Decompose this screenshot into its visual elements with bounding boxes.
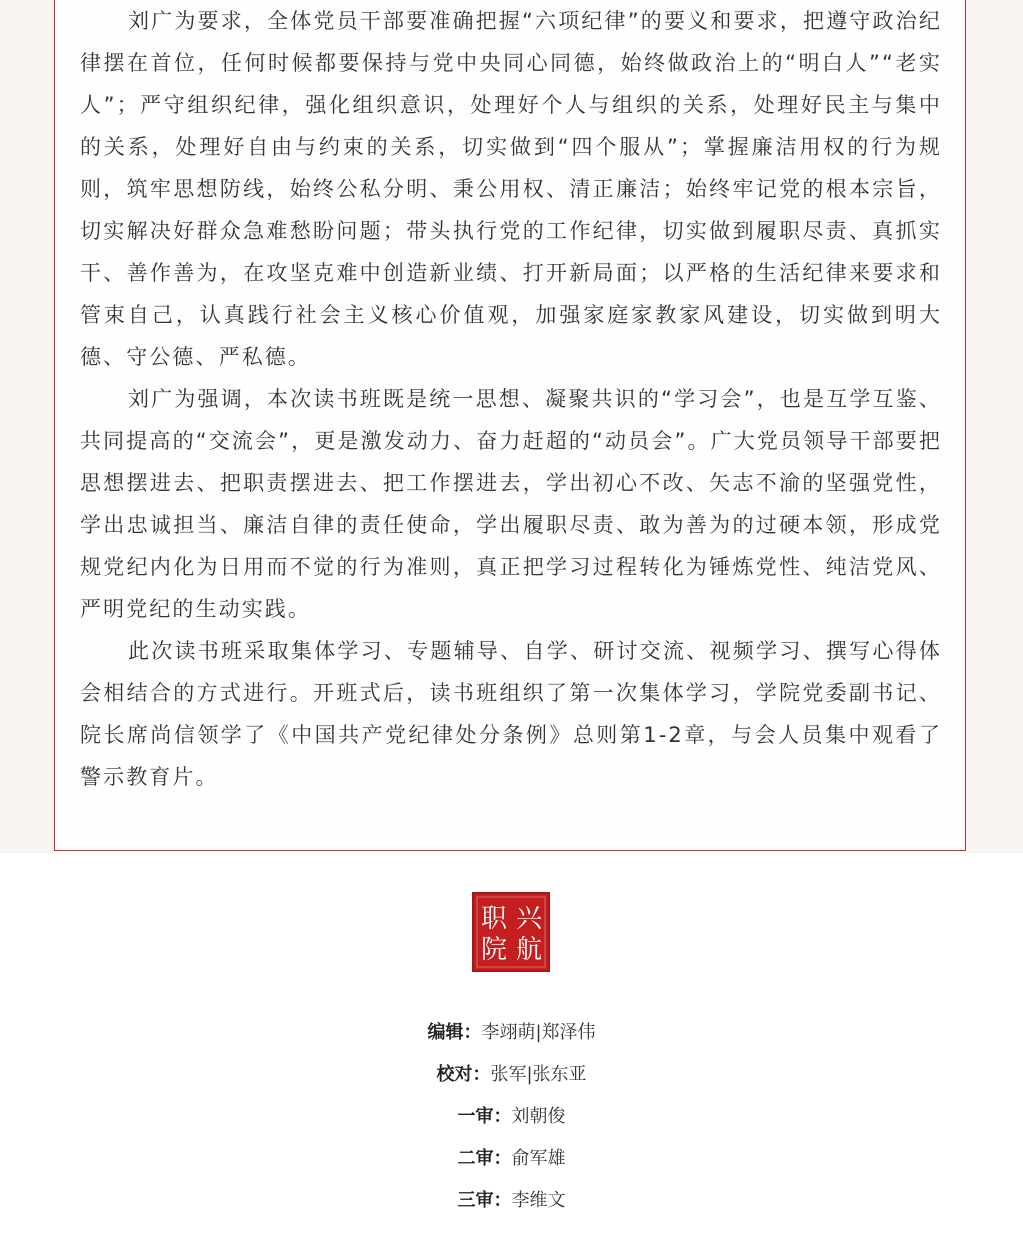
seal-char-3: 职 — [480, 904, 508, 934]
article-paragraph-1: 刘广为要求，全体党员干部要准确把握“六项纪律”的要义和要求，把遵守政治纪律摆在首位，任何时候都要保持与党中央同心同德，始终做政治上的“明白人”“老实人”；严守组织纪律，强化组织意识，处理好个人与组织的关系，处理好民主与集中的关系，处理好自由与约束的关系，切实做到“四个服从”；掌握廉洁用权的行为规则，筑牢思想防线，始终公私分明、秉公用权、清正廉洁；始终牢记党的根本宗旨，切实解决好群众急难愁盼问题；带头执行党的工作纪律，切实做到履职尽责、真抓实干、善作善为，在攻坚克难中创造新业绩、打开新局面；以严格的生活纪律来要求和管束自己，认真践行社会主义核心价值观，加强家庭家教家风建设，切实做到明大德、守公德、严私德。 — [80, 9, 942, 369]
credit-second-review-value: 俞军雄 — [511, 1148, 566, 1169]
seal-char-4: 院 — [480, 935, 508, 965]
credit-second-review — [0, 1138, 1023, 1180]
credit-third-review-value: 李维文 — [511, 1190, 566, 1211]
article-paragraph-2: 刘广为强调，本次读书班既是统一思想、凝聚共识的“学习会”，也是互学互鉴、共同提高的“交流会”，更是激发动力、奋力赶超的“动员会”。广大党员领导干部要把思想摆进去、把职责摆进去、把工作摆进去，学出初心不改、矢志不渝的坚强党性，学出忠诚担当、廉洁自律的责任使命，学出履职尽责、敢为善为的过硬本领，形成党规党纪内化为日用而不觉的行为准则，真正把学习过程转化为锤炼党性、纯洁党风、严明党纪的生动实践。 — [80, 387, 942, 621]
left-background-tint — [0, 0, 54, 853]
credit-proofreader-label: 校对： — [436, 1064, 491, 1085]
article-body — [80, 0, 942, 798]
credit-third-review — [0, 1180, 1023, 1222]
credit-editor — [0, 1012, 1023, 1054]
credit-first-review — [0, 1096, 1023, 1138]
credit-second-review-label: 二审： — [457, 1148, 512, 1169]
credit-first-review-label: 一审： — [457, 1106, 512, 1127]
article-paragraph-3: 此次读书班采取集体学习、专题辅导、自学、研讨交流、视频学习、撰写心得体会相结合的方式进行。开班式后，读书班组织了第一次集体学习，学院党委副书记、院长席尚信领学了《中国共产党纪律处分条例》总则第1-2章，与会人员集中观看了警示教育片。 — [80, 639, 942, 789]
credit-editor-label: 编辑： — [427, 1022, 482, 1043]
credit-third-review-label: 三审： — [457, 1190, 512, 1211]
credit-editor-value: 李翊萌|郑泽伟 — [481, 1022, 596, 1043]
credit-first-review-value: 刘朝俊 — [511, 1106, 566, 1127]
credit-proofreader — [0, 1054, 1023, 1096]
right-background-tint — [967, 0, 1023, 853]
seal-char-1: 兴 — [515, 904, 543, 934]
credit-proofreader-value: 张军|张东亚 — [490, 1064, 587, 1085]
college-seal-logo — [472, 892, 550, 972]
credits-block — [0, 1012, 1023, 1222]
seal-icon — [472, 892, 550, 972]
seal-char-2: 航 — [515, 935, 543, 965]
